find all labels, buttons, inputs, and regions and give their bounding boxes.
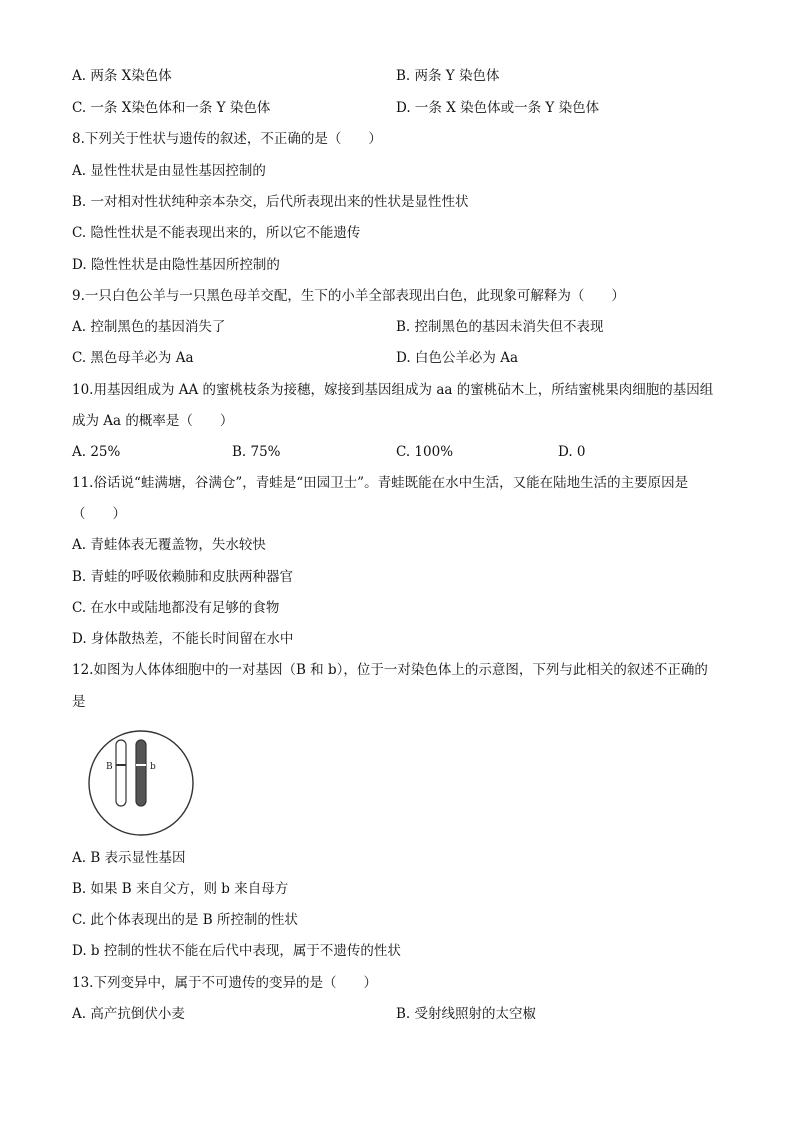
q11-option-a: A. 青蛙体表无覆盖物，失水较快 [72,537,266,553]
q12-option-a: A. B 表示显性基因 [72,850,186,866]
q8-option-b: B. 一对相对性状纯种亲本杂交，后代所表现出来的性状是显性性状 [72,194,469,210]
q9-option-b: B. 控制黑色的基因未消失但不表现 [396,319,604,335]
q10-option-b: B. 75% [232,444,281,460]
gene-label-left: B [106,762,113,772]
q9-stem: 9.一只白色公羊与一只黑色母羊交配，生下的小羊全部表现出白色，此现象可解释为（ ） [72,288,625,304]
chromosome-right [136,740,146,806]
q12-stem-line2: 是 [72,694,86,710]
q11-option-d: D. 身体散热差，不能长时间留在水中 [72,631,294,647]
q12-option-c: C. 此个体表现出的是 B 所控制的性状 [72,912,298,928]
q9-option-d: D. 白色公羊必为 Aa [396,350,519,366]
chromosome-pair-diagram [86,728,196,838]
q10-stem-line1: 10.用基因组成为 AA 的蜜桃枝条为接穗，嫁接到基因组成为 aa 的蜜桃砧木上，所结蜜桃果肉细胞的基因组 [72,382,714,398]
q8-option-c: C. 隐性性状是不能表现出来的，所以它不能遗传 [72,225,361,241]
q8-stem: 8.下列关于性状与遗传的叙述，不正确的是（ ） [72,131,382,147]
q13-stem: 13.下列变异中，属于不可遗传的变异的是（ ） [72,975,377,991]
q13-option-a: A. 高产抗倒伏小麦 [72,1006,185,1022]
gene-label-right: b [150,762,156,772]
q7-option-d: D. 一条 X 染色体或一条 Y 染色体 [396,100,600,116]
q7-option-c: C. 一条 X染色体和一条 Y 染色体 [72,100,271,116]
q13-option-b: B. 受射线照射的太空椒 [396,1006,537,1022]
q7-option-a: A. 两条 X染色体 [72,68,172,84]
q7-option-b: B. 两条 Y 染色体 [396,68,500,84]
q12-option-b: B. 如果 B 来自父方，则 b 来自母方 [72,881,289,897]
q9-option-c: C. 黑色母羊必为 Aa [72,350,194,366]
q11-option-b: B. 青蛙的呼吸依赖肺和皮肤两种器官 [72,569,294,585]
q10-stem-line2: 成为 Aa 的概率是（ ） [72,413,234,429]
q8-option-a: A. 显性性状是由显性基因控制的 [72,163,266,179]
q12-stem-line1: 12.如图为人体体细胞中的一对基因（B 和 b），位于一对染色体上的示意图，下列与此相关的叙述不正确的 [72,662,708,678]
chromosome-left [116,740,126,806]
q11-stem-line1: 11.俗话说“蛙满塘，谷满仓”，青蛙是“田园卫士”。青蛙既能在水中生活，又能在陆地生活的主要原因是 [72,475,689,491]
q10-option-d: D. 0 [558,444,586,460]
q12-option-d: D. b 控制的性状不能在后代中表现，属于不遗传的性状 [72,943,401,959]
q9-option-a: A. 控制黑色的基因消失了 [72,319,226,335]
q10-option-a: A. 25% [72,444,121,460]
q11-option-c: C. 在水中或陆地都没有足够的食物 [72,600,280,616]
q11-stem-line2: （ ） [72,506,126,522]
q8-option-d: D. 隐性性状是由隐性基因所控制的 [72,257,280,273]
q10-option-c: C. 100% [396,444,454,460]
